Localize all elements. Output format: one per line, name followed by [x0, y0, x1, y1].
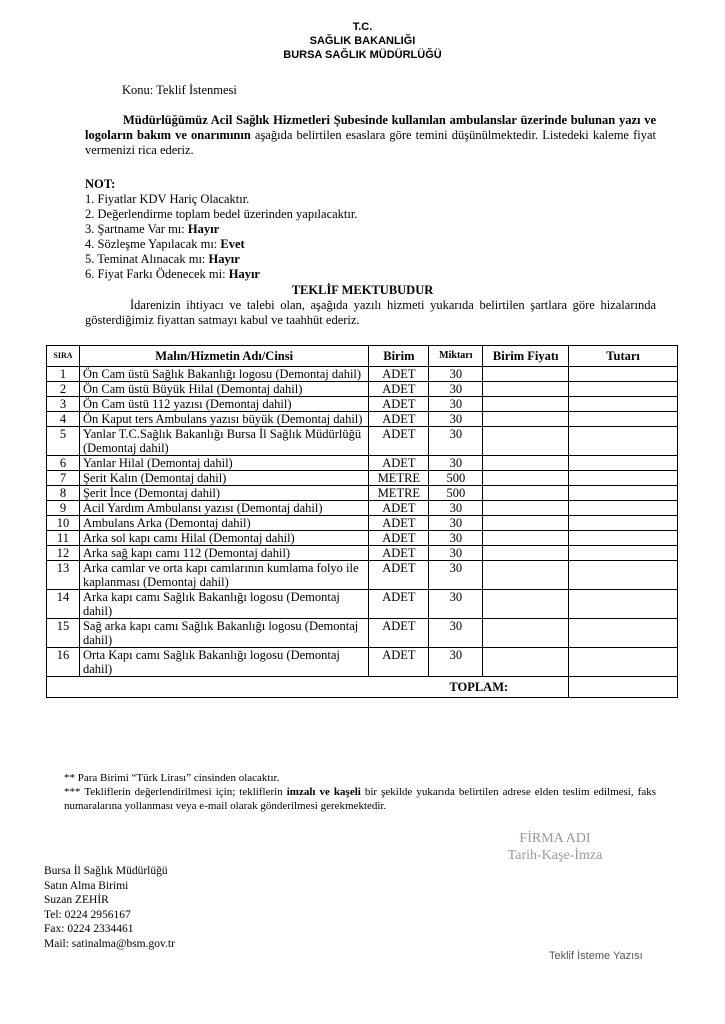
- note-item: 1. Fiyatlar KDV Hariç Olacaktır.: [85, 192, 250, 206]
- row-quantity: 30: [429, 619, 483, 648]
- row-unit-price: [483, 367, 569, 382]
- row-unit: ADET: [369, 501, 429, 516]
- row-number: 6: [47, 456, 80, 471]
- row-total: [569, 531, 678, 546]
- row-unit-price: [483, 516, 569, 531]
- row-total: [569, 471, 678, 486]
- row-unit: ADET: [369, 397, 429, 412]
- row-unit-price: [483, 561, 569, 590]
- table-row: [47, 590, 678, 619]
- row-quantity: 30: [429, 516, 483, 531]
- row-number: 2: [47, 382, 80, 397]
- row-unit-price: [483, 531, 569, 546]
- row-number: 3: [47, 397, 80, 412]
- row-unit: ADET: [369, 546, 429, 561]
- row-number: 16: [47, 648, 80, 677]
- row-item-name: Acil Yardım Ambulansı yazısı (Demontaj dahil): [79, 501, 368, 516]
- row-unit-price: [483, 382, 569, 397]
- row-quantity: 30: [429, 531, 483, 546]
- row-unit: ADET: [369, 456, 429, 471]
- contact-block: [44, 864, 175, 951]
- row-quantity: 30: [429, 397, 483, 412]
- col-header-total: Tutarı: [569, 346, 678, 367]
- letter-title: TEKLİF MEKTUBUDUR: [291, 283, 434, 297]
- row-quantity: 30: [429, 501, 483, 516]
- col-header-price: Birim Fiyatı: [483, 346, 569, 367]
- table-row: [47, 516, 678, 531]
- row-unit: METRE: [369, 486, 429, 501]
- row-unit: ADET: [369, 382, 429, 397]
- row-unit: ADET: [369, 531, 429, 546]
- row-unit-price: [483, 648, 569, 677]
- row-item-name: Ön Cam üstü Sağlık Bakanlığı logosu (Demontaj dahil): [79, 367, 368, 382]
- header-line-2: SAĞLIK BAKANLIĞI: [309, 35, 416, 47]
- row-total: [569, 382, 678, 397]
- note-item: 5. Teminat Alınacak mı: Hayır: [85, 252, 240, 266]
- row-unit: ADET: [369, 561, 429, 590]
- contact-fax: Fax: 0224 2334461: [44, 923, 134, 935]
- table-row: [47, 619, 678, 648]
- row-unit: ADET: [369, 367, 429, 382]
- table-header-row: [47, 346, 678, 367]
- row-unit: METRE: [369, 471, 429, 486]
- signature-firm-name: FİRMA ADI: [519, 831, 591, 846]
- intro-bold: Müdürlüğümüz Acil Sağlık Hizmetleri Şubesinde kullanılan ambulanslar üzerinde bulunan yazı ve logoların bakım ve onarımının: [85, 113, 656, 142]
- row-number: 12: [47, 546, 80, 561]
- row-unit: ADET: [369, 648, 429, 677]
- row-number: 7: [47, 471, 80, 486]
- col-header-sira: SIRA: [47, 346, 80, 367]
- row-item-name: Arka sol kapı camı Hilal (Demontaj dahil): [79, 531, 368, 546]
- row-total: [569, 546, 678, 561]
- row-unit-price: [483, 590, 569, 619]
- row-unit: ADET: [369, 412, 429, 427]
- row-number: 11: [47, 531, 80, 546]
- row-total: [569, 590, 678, 619]
- row-unit: ADET: [369, 516, 429, 531]
- row-unit: ADET: [369, 619, 429, 648]
- table-row: [47, 382, 678, 397]
- header-line-3: BURSA SAĞLIK MÜDÜRLÜĞÜ: [283, 49, 442, 61]
- row-number: 9: [47, 501, 80, 516]
- row-unit-price: [483, 471, 569, 486]
- row-unit-price: [483, 456, 569, 471]
- row-quantity: 30: [429, 427, 483, 456]
- table-total-row: [47, 677, 678, 698]
- row-item-name: Şerit İnce (Demontaj dahil): [79, 486, 368, 501]
- row-total: [569, 397, 678, 412]
- row-unit-price: [483, 619, 569, 648]
- table-row: [47, 456, 678, 471]
- row-item-name: Arka kapı camı Sağlık Bakanlığı logosu (Demontaj dahil): [79, 590, 368, 619]
- row-item-name: Yanlar Hilal (Demontaj dahil): [79, 456, 368, 471]
- footnote-delivery: *** Tekliflerin değerlendirilmesi için; tekliflerin imzalı ve kaşeli bir şekilde yukarıda belirtilen adrese elden teslim edilmesi, faks numaralarına yollanması veya e-mail olarak gönderilmesi gerekmektedir.: [64, 786, 656, 812]
- row-unit-price: [483, 412, 569, 427]
- signature-date-stamp: Tarih-Kaşe-İmza: [507, 848, 603, 863]
- row-item-name: Ambulans Arka (Demontaj dahil): [79, 516, 368, 531]
- total-label: TOPLAM:: [47, 677, 569, 698]
- row-number: 8: [47, 486, 80, 501]
- row-total: [569, 561, 678, 590]
- row-number: 13: [47, 561, 80, 590]
- row-item-name: Arka camlar ve orta kapı camlarının kumlama folyo ile kaplanması (Demontaj dahil): [79, 561, 368, 590]
- row-number: 15: [47, 619, 80, 648]
- row-unit-price: [483, 427, 569, 456]
- row-unit-price: [483, 486, 569, 501]
- row-quantity: 30: [429, 561, 483, 590]
- table-row: [47, 412, 678, 427]
- note-item: 6. Fiyat Farkı Ödenecek mi: Hayır: [85, 267, 260, 281]
- row-unit: ADET: [369, 427, 429, 456]
- row-item-name: Şerit Kalın (Demontaj dahil): [79, 471, 368, 486]
- row-total: [569, 367, 678, 382]
- notes-title: NOT:: [85, 177, 116, 191]
- note-item: 3. Şartname Var mı: Hayır: [85, 222, 220, 236]
- row-total: [569, 486, 678, 501]
- total-value-cell: [569, 677, 678, 698]
- row-number: 14: [47, 590, 80, 619]
- table-row: [47, 397, 678, 412]
- table-row: [47, 486, 678, 501]
- intro-paragraph: [85, 113, 656, 158]
- row-total: [569, 619, 678, 648]
- row-total: [569, 648, 678, 677]
- table-row: [47, 546, 678, 561]
- table-row: [47, 367, 678, 382]
- row-unit-price: [483, 546, 569, 561]
- row-number: 5: [47, 427, 80, 456]
- row-quantity: 30: [429, 412, 483, 427]
- table-row: [47, 501, 678, 516]
- row-quantity: 30: [429, 590, 483, 619]
- items-table: [46, 345, 678, 698]
- contact-org: Bursa İl Sağlık Müdürlüğü: [44, 865, 168, 877]
- letter-body: İdarenizin ihtiyacı ve talebi olan, aşağıda yazılı hizmeti yukarıda belirtilen şartlara göre hizalarında gösterdiğimiz fiyattan satmayı kabul ve taahhüt ederiz.: [85, 298, 656, 327]
- row-total: [569, 427, 678, 456]
- row-item-name: Ön Cam üstü 112 yazısı (Demontaj dahil): [79, 397, 368, 412]
- table-row: [47, 427, 678, 456]
- footnote-currency: ** Para Birimi “Türk Lirası” cinsinden olacaktır.: [64, 772, 280, 784]
- row-item-name: Arka sağ kapı camı 112 (Demontaj dahil): [79, 546, 368, 561]
- contact-tel: Tel: 0224 2956167: [44, 908, 131, 921]
- contact-person: Suzan ZEHİR: [44, 894, 109, 906]
- contact-mail: Mail: satinalma@bsm.gov.tr: [44, 937, 175, 950]
- header-line-1: T.C.: [352, 21, 373, 33]
- row-unit-price: [483, 397, 569, 412]
- notes-block: [85, 177, 357, 282]
- note-item: 4. Sözleşme Yapılacak mı: Evet: [85, 237, 245, 251]
- row-quantity: 500: [429, 471, 483, 486]
- row-item-name: Ön Cam üstü Büyük Hilal (Demontaj dahil): [79, 382, 368, 397]
- row-number: 1: [47, 367, 80, 382]
- row-total: [569, 501, 678, 516]
- row-item-name: Orta Kapı camı Sağlık Bakanlığı logosu (Demontaj dahil): [79, 648, 368, 677]
- row-quantity: 30: [429, 382, 483, 397]
- row-item-name: Yanlar T.C.Sağlık Bakanlığı Bursa İl Sağlık Müdürlüğü (Demontaj dahil): [79, 427, 368, 456]
- row-unit-price: [483, 501, 569, 516]
- subject-line: Konu: Teklif İstenmesi: [122, 83, 237, 97]
- row-number: 4: [47, 412, 80, 427]
- col-header-unit: Birim: [369, 346, 429, 367]
- row-item-name: Ön Kaput ters Ambulans yazısı büyük (Demontaj dahil): [79, 412, 368, 427]
- row-number: 10: [47, 516, 80, 531]
- note-item: 2. Değerlendirme toplam bedel üzerinden yapılacaktır.: [85, 207, 358, 221]
- row-quantity: 500: [429, 486, 483, 501]
- table-row: [47, 471, 678, 486]
- col-header-name: Malın/Hizmetin Adı/Cinsi: [79, 346, 368, 367]
- row-quantity: 30: [429, 546, 483, 561]
- col-header-qty: Miktarı: [429, 346, 483, 367]
- row-total: [569, 516, 678, 531]
- row-total: [569, 456, 678, 471]
- intro-rest: aşağıda belirtilen esaslara göre temini düşünülmektedir. Listedeki kaleme fiyat vermenizi rica ederiz.: [85, 128, 656, 157]
- table-row: [47, 648, 678, 677]
- row-quantity: 30: [429, 456, 483, 471]
- row-total: [569, 412, 678, 427]
- table-row: [47, 531, 678, 546]
- contact-unit: Satın Alma Birimi: [44, 879, 129, 892]
- table-row: [47, 561, 678, 590]
- row-item-name: Sağ arka kapı camı Sağlık Bakanlığı logosu (Demontaj dahil): [79, 619, 368, 648]
- document-label: Teklif İsteme Yazısı: [549, 950, 643, 962]
- row-quantity: 30: [429, 367, 483, 382]
- row-unit: ADET: [369, 590, 429, 619]
- row-quantity: 30: [429, 648, 483, 677]
